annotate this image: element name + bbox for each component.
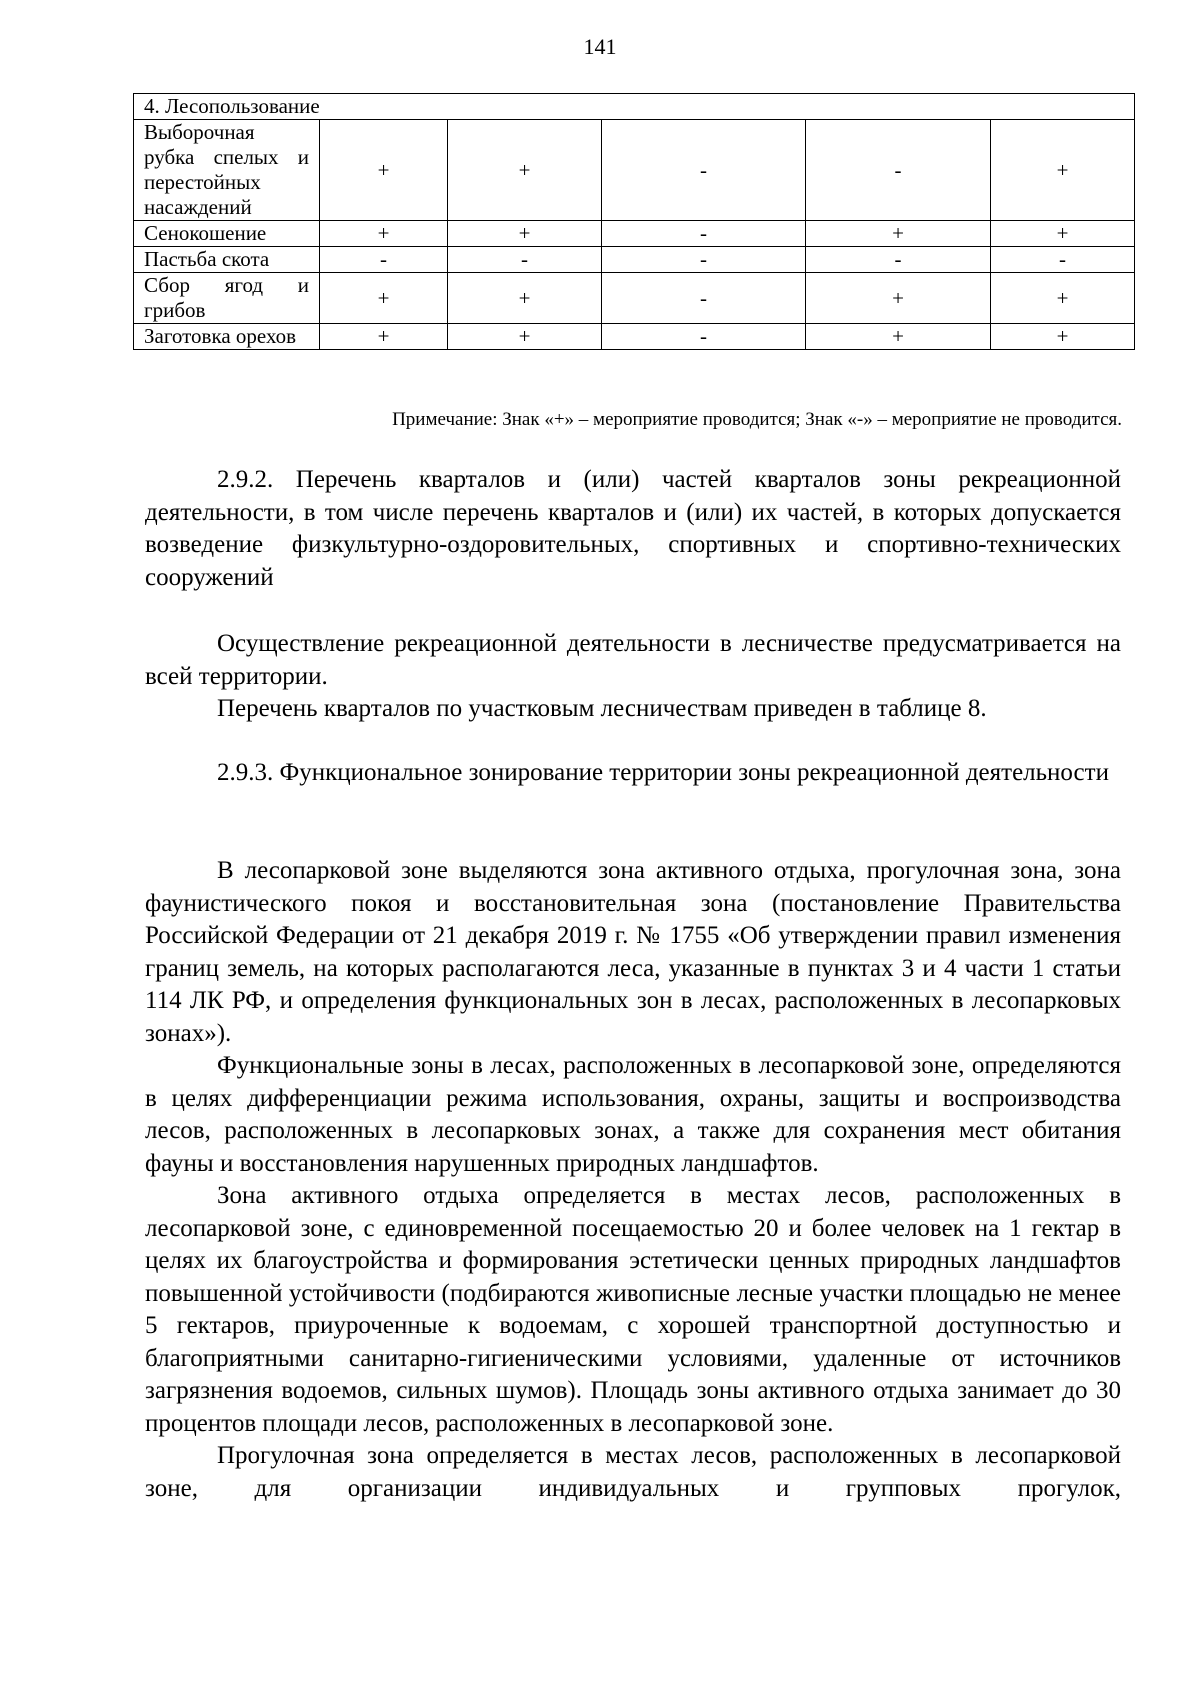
cell-mark: - (602, 247, 806, 273)
cell-mark: + (991, 120, 1135, 221)
cell-mark: + (448, 120, 602, 221)
cell-mark: + (320, 221, 448, 247)
table-note: Примечание: Знак «+» – мероприятие проводится; Знак «-» – мероприятие не проводится. (392, 409, 1122, 430)
paragraph: В лесопарковой зоне выделяются зона активного отдыха, прогулочная зона, зона фаунистического покоя и восстановительная зона (постановление Правительства Российской Федерации от 21 декабря 2019 г. № 1755 «Об утверждении правил изменения границ земель, на которых располагаются леса, указанные в пунктах 3 и 4 части 1 статьи 114 ЛК РФ, и определения функциональных зон в лесах, расположенных в лесопарковых зонах»). (145, 857, 1121, 1047)
cell-mark: + (991, 324, 1135, 350)
table-section-row (134, 94, 1135, 120)
cell-mark: - (806, 247, 991, 273)
table-row (134, 324, 1135, 350)
cell-mark: - (991, 247, 1135, 273)
cell-mark: + (806, 221, 991, 247)
section-heading-2-9-3 (145, 757, 1121, 790)
row-label: Пастьба скота (134, 247, 320, 273)
cell-mark: + (806, 324, 991, 350)
cell-mark: - (602, 221, 806, 247)
paragraph-block-1 (145, 628, 1121, 726)
row-label: Выборочная рубка спелых и перестойных насаждений (134, 120, 320, 221)
cell-mark: + (320, 324, 448, 350)
table-row (134, 221, 1135, 247)
cell-mark: + (448, 324, 602, 350)
cell-mark: - (602, 120, 806, 221)
cell-mark: - (602, 324, 806, 350)
paragraph-block-2 (145, 855, 1121, 1505)
page-number: 141 (583, 34, 617, 59)
table-row (134, 120, 1135, 221)
section-heading-2-9-2 (145, 464, 1121, 594)
row-label: Сбор ягод и грибов (134, 273, 320, 324)
paragraph: Перечень кварталов по участковым лесничествам приведен в таблице 8. (217, 695, 987, 722)
cell-mark: + (320, 273, 448, 324)
cell-mark: + (991, 221, 1135, 247)
row-label: Заготовка орехов (134, 324, 320, 350)
cell-mark: + (448, 221, 602, 247)
cell-mark: + (448, 273, 602, 324)
cell-mark: + (320, 120, 448, 221)
cell-mark: + (806, 273, 991, 324)
table-section-title: 4. Лесопользование (134, 94, 1135, 120)
cell-mark: - (602, 273, 806, 324)
cell-mark: + (991, 273, 1135, 324)
table-row (134, 273, 1135, 324)
paragraph: Функциональные зоны в лесах, расположенных в лесопарковой зоне, определяются в целях дифференциации режима использования, охраны, защиты и воспроизводства лесов, расположенных в лесопарковых зонах, а также для сохранения мест обитания фауны и восстановления нарушенных природных ландшафтов. (145, 1052, 1121, 1177)
forest-use-table (133, 93, 1135, 350)
paragraph: Зона активного отдыха определяется в местах лесов, расположенных в лесопарковой зоне, с единовременной посещаемостью 20 и более человек на 1 гектар в целях их благоустройства и формирования эстетически ценных природных ландшафтов повышенной устойчивости (подбираются живописные лесные участки площадью не менее 5 гектаров, приуроченные к водоемам, с хорошей транспортной доступностью и благоприятными санитарно-гигиеническими условиями, удаленные от источников загрязнения водоемов, сильных шумов). Площадь зоны активного отдыха занимает до 30 процентов площади лесов, расположенных в лесопарковой зоне. (145, 1182, 1121, 1437)
cell-mark: - (448, 247, 602, 273)
table-row (134, 247, 1135, 273)
paragraph: Осуществление рекреационной деятельности в лесничестве предусматривается на всей территории. (145, 630, 1121, 690)
heading-text: 2.9.3. Функциональное зонирование территории зоны рекреационной деятельности (217, 759, 1109, 786)
cell-mark: - (806, 120, 991, 221)
heading-text: 2.9.2. Перечень кварталов и (или) частей кварталов зоны рекреационной деятельности, в том числе перечень кварталов и (или) их частей, в которых допускается возведение физкультурно-оздоровительных, спортивных и спортивно-технических сооружений (145, 466, 1121, 591)
row-label: Сенокошение (134, 221, 320, 247)
cell-mark: - (320, 247, 448, 273)
paragraph: Прогулочная зона определяется в местах лесов, расположенных в лесопарковой зоне, для организации индивидуальных и групповых прогулок, (145, 1442, 1121, 1502)
